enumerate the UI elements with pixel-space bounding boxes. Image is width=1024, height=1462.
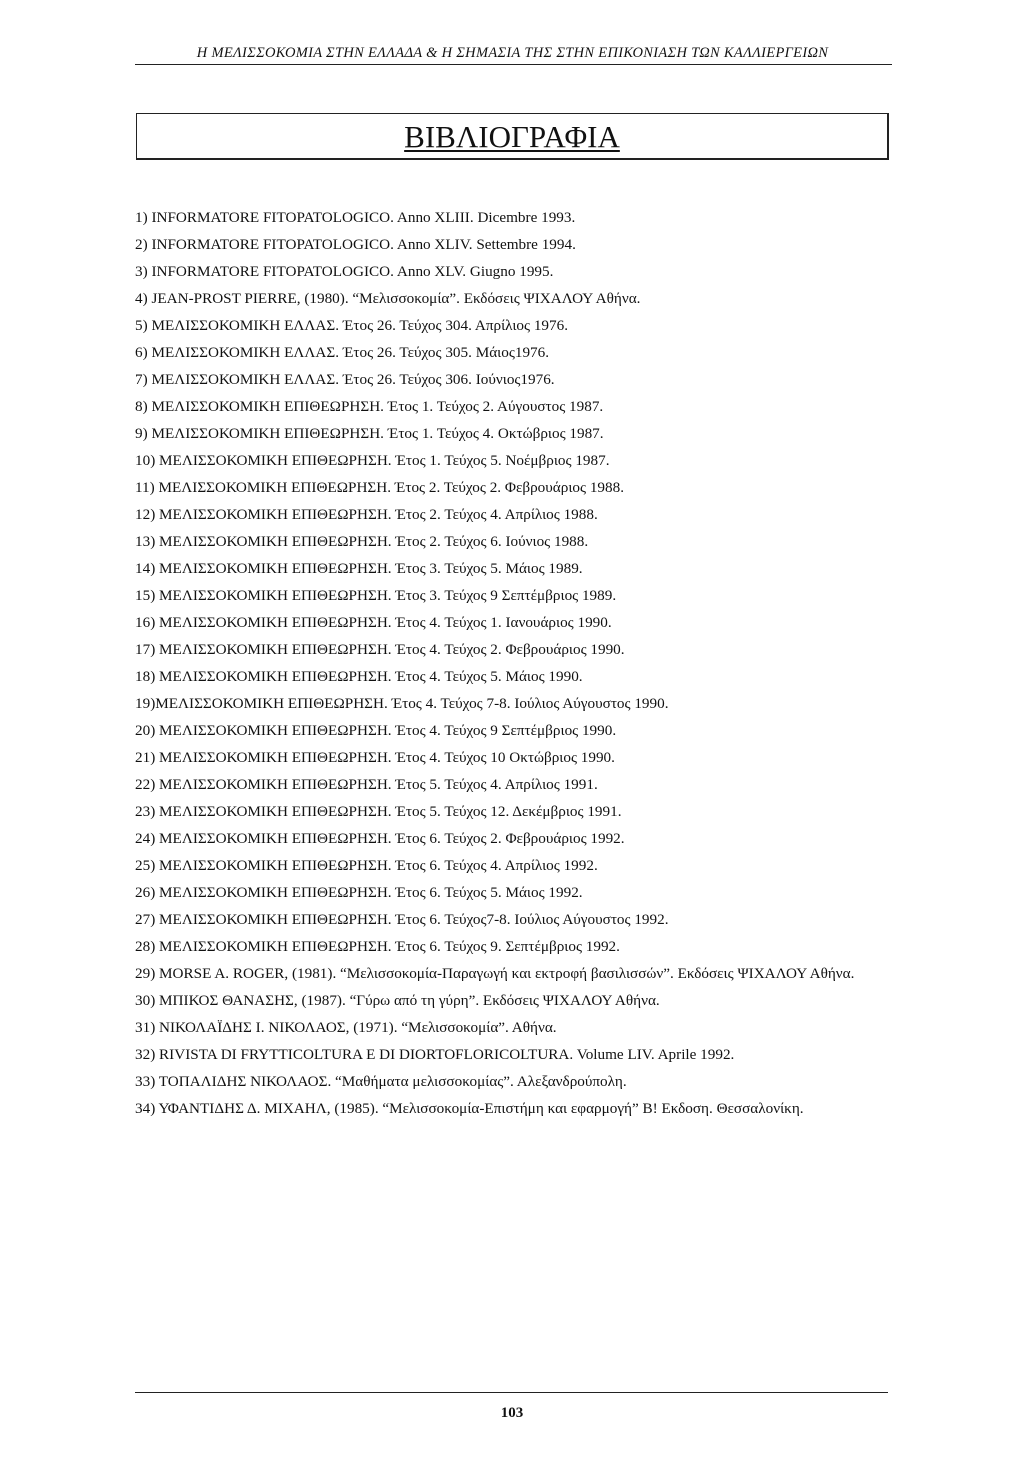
page-number: 103 (500, 1405, 524, 1421)
page-title: ΒΙΒΛΙΟΓΡΑΦΙΑ (404, 119, 620, 154)
bibliography-entry: 16) ΜΕΛΙΣΣΟΚΟΜΙΚΗ ΕΠΙΘΕΩΡΗΣΗ. Έτος 4. Τεύχος 1. Ιανουάριος 1990. (135, 614, 612, 631)
footer-rule (135, 1392, 888, 1393)
bibliography-entry: 5) ΜΕΛΙΣΣΟΚΟΜΙΚΗ ΕΛΛΑΣ. Έτος 26. Τεύχος 304. Απρίλιος 1976. (135, 317, 569, 334)
bibliography-entry: 14) ΜΕΛΙΣΣΟΚΟΜΙΚΗ ΕΠΙΘΕΩΡΗΣΗ. Έτος 3. Τεύχος 5. Μάιος 1989. (135, 560, 583, 577)
bibliography-entry: 27) ΜΕΛΙΣΣΟΚΟΜΙΚΗ ΕΠΙΘΕΩΡΗΣΗ. Έτος 6. Τεύχος7-8. Ιούλιος Αύγουστος 1992. (135, 911, 669, 928)
bibliography-entry: 10) ΜΕΛΙΣΣΟΚΟΜΙΚΗ ΕΠΙΘΕΩΡΗΣΗ. Έτος 1. Τεύχος 5. Νοέμβριος 1987. (135, 452, 610, 469)
bibliography-entry: 7) ΜΕΛΙΣΣΟΚΟΜΙΚΗ ΕΛΛΑΣ. Έτος 26. Τεύχος 306. Ιούνιος1976. (135, 371, 555, 388)
bibliography-entry: 24) ΜΕΛΙΣΣΟΚΟΜΙΚΗ ΕΠΙΘΕΩΡΗΣΗ. Έτος 6. Τεύχος 2. Φεβρουάριος 1992. (135, 830, 625, 847)
bibliography-entry: 30) ΜΠΙΚΟΣ ΘΑΝΑΣΗΣ, (1987). “Γύρω από τη γύρη”. Εκδόσεις ΨΙΧΑΛΟΥ Αθήνα. (135, 992, 660, 1009)
bibliography-entry: 3) INFORMATORE FITOPATOLOGICO. Anno XLV. Giugno 1995. (135, 263, 554, 280)
bibliography-entry: 21) ΜΕΛΙΣΣΟΚΟΜΙΚΗ ΕΠΙΘΕΩΡΗΣΗ. Έτος 4. Τεύχος 10 Οκτώβριος 1990. (135, 749, 615, 766)
bibliography-entry: 31) ΝΙΚΟΛΑΪΔΗΣ Ι. ΝΙΚΟΛΑΟΣ, (1971). “Μελισσοκομία”. Αθήνα. (135, 1019, 557, 1036)
bibliography-entry: 28) ΜΕΛΙΣΣΟΚΟΜΙΚΗ ΕΠΙΘΕΩΡΗΣΗ. Έτος 6. Τεύχος 9. Σεπτέμβριος 1992. (135, 938, 620, 955)
bibliography-entry: 4) JEAN-PROST PIERRE, (1980). “Μελισσοκομία”. Εκδόσεις ΨΙΧΑΛΟΥ Αθήνα. (135, 290, 641, 307)
bibliography-entry: 20) ΜΕΛΙΣΣΟΚΟΜΙΚΗ ΕΠΙΘΕΩΡΗΣΗ. Έτος 4. Τεύχος 9 Σεπτέμβριος 1990. (135, 722, 617, 739)
bibliography-entry: 18) ΜΕΛΙΣΣΟΚΟΜΙΚΗ ΕΠΙΘΕΩΡΗΣΗ. Έτος 4. Τεύχος 5. Μάιος 1990. (135, 668, 583, 685)
bibliography-entry: 29) MORSE A. ROGER, (1981). “Μελισσοκομία-Παραγωγή και εκτροφή βασιλισσών”. Εκδόσεις ΨΙΧΑΛΟΥ Αθήνα. (135, 965, 855, 982)
header-rule (135, 64, 892, 65)
bibliography-entry: 26) ΜΕΛΙΣΣΟΚΟΜΙΚΗ ΕΠΙΘΕΩΡΗΣΗ. Έτος 6. Τεύχος 5. Μάιος 1992. (135, 884, 583, 901)
bibliography-entry: 1) INFORMATORE FITOPATOLOGICO. Anno XLIII. Dicembre 1993. (135, 209, 576, 226)
bibliography-entry: 32) RIVISTA DI FRYTTICOLTURA E DI DIORTOFLORICOLTURA. Volume LIV. Aprile 1992. (135, 1046, 735, 1063)
running-header: Η ΜΕΛΙΣΣΟΚΟΜΙΑ ΣΤΗΝ ΕΛΛΑΔΑ & Η ΣΗΜΑΣΙΑ ΤΗΣ ΣΤΗΝ ΕΠΙΚΟΝΙΑΣΗ ΤΩΝ ΚΑΛΛΙΕΡΓΕΙΩΝ (196, 45, 829, 61)
bibliography-entry: 23) ΜΕΛΙΣΣΟΚΟΜΙΚΗ ΕΠΙΘΕΩΡΗΣΗ. Έτος 5. Τεύχος 12. Δεκέμβριος 1991. (135, 803, 622, 820)
bibliography-entry: 12) ΜΕΛΙΣΣΟΚΟΜΙΚΗ ΕΠΙΘΕΩΡΗΣΗ. Έτος 2. Τεύχος 4. Απρίλιος 1988. (135, 506, 598, 523)
bibliography-entry: 13) ΜΕΛΙΣΣΟΚΟΜΙΚΗ ΕΠΙΘΕΩΡΗΣΗ. Έτος 2. Τεύχος 6. Ιούνιος 1988. (135, 533, 589, 550)
bibliography-entry: 15) ΜΕΛΙΣΣΟΚΟΜΙΚΗ ΕΠΙΘΕΩΡΗΣΗ. Έτος 3. Τεύχος 9 Σεπτέμβριος 1989. (135, 587, 617, 604)
bibliography-entry: 17) ΜΕΛΙΣΣΟΚΟΜΙΚΗ ΕΠΙΘΕΩΡΗΣΗ. Έτος 4. Τεύχος 2. Φεβρουάριος 1990. (135, 641, 625, 658)
bibliography-entry: 33) ΤΟΠΑΛΙΔΗΣ ΝΙΚΟΛΑΟΣ. “Μαθήματα μελισσοκομίας”. Αλεξανδρούπολη. (135, 1073, 627, 1090)
bibliography-list (135, 204, 887, 1122)
bibliography-entry: 9) ΜΕΛΙΣΣΟΚΟΜΙΚΗ ΕΠΙΘΕΩΡΗΣΗ. Έτος 1. Τεύχος 4. Οκτώβριος 1987. (135, 425, 604, 442)
bibliography-entry: 2) INFORMATORE FITOPATOLOGICO. Anno XLIV. Settembre 1994. (135, 236, 576, 253)
title-box (136, 113, 889, 160)
bibliography-entry: 25) ΜΕΛΙΣΣΟΚΟΜΙΚΗ ΕΠΙΘΕΩΡΗΣΗ. Έτος 6. Τεύχος 4. Απρίλιος 1992. (135, 857, 598, 874)
bibliography-entry: 11) ΜΕΛΙΣΣΟΚΟΜΙΚΗ ΕΠΙΘΕΩΡΗΣΗ. Έτος 2. Τεύχος 2. Φεβρουάριος 1988. (135, 479, 624, 496)
bibliography-entry: 6) ΜΕΛΙΣΣΟΚΟΜΙΚΗ ΕΛΛΑΣ. Έτος 26. Τεύχος 305. Μάιος1976. (135, 344, 550, 361)
bibliography-entry: 34) ΥΦΑΝΤΙΔΗΣ Δ. ΜΙΧΑΗΛ, (1985). “Μελισσοκομία-Επιστήμη και εφαρμογή” Β! Εκδοση. Θεσσαλονίκη. (135, 1100, 804, 1117)
bibliography-entry: 22) ΜΕΛΙΣΣΟΚΟΜΙΚΗ ΕΠΙΘΕΩΡΗΣΗ. Έτος 5. Τεύχος 4. Απρίλιος 1991. (135, 776, 598, 793)
bibliography-entry: 8) ΜΕΛΙΣΣΟΚΟΜΙΚΗ ΕΠΙΘΕΩΡΗΣΗ. Έτος 1. Τεύχος 2. Αύγουστος 1987. (135, 398, 604, 415)
bibliography-entry: 19)ΜΕΛΙΣΣΟΚΟΜΙΚΗ ΕΠΙΘΕΩΡΗΣΗ. Έτος 4. Τεύχος 7-8. Ιούλιος Αύγουστος 1990. (135, 695, 669, 712)
